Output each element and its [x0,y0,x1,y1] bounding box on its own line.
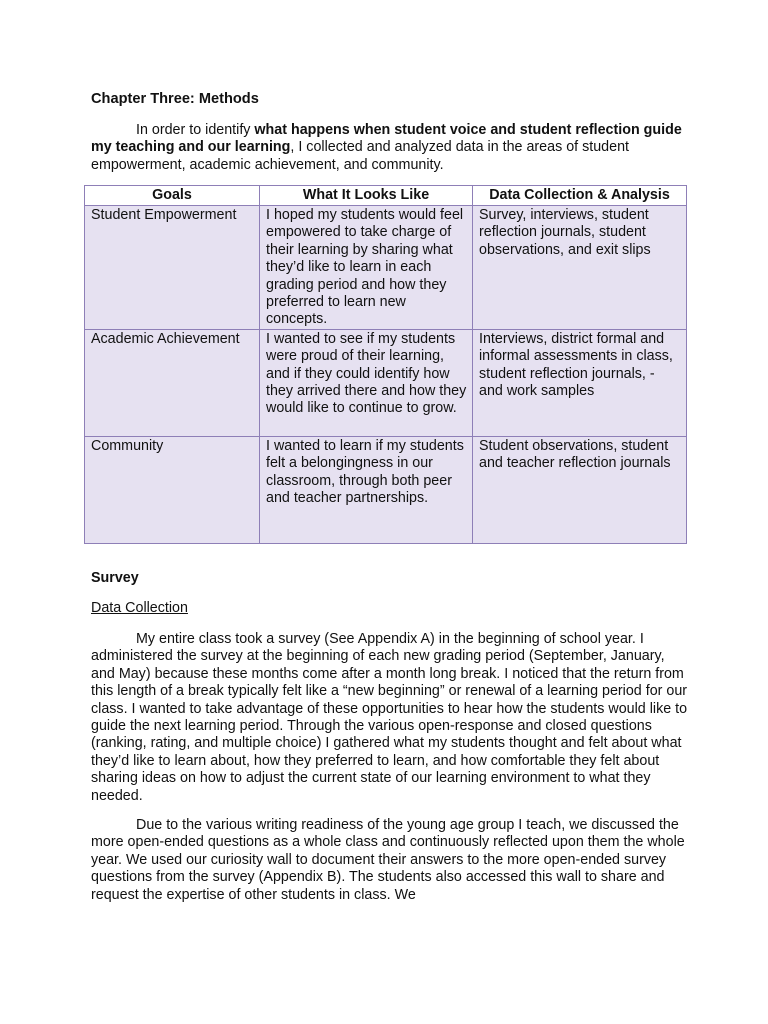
body-paragraph [91,817,691,904]
data-collection-subheading: Data Collection [91,600,188,616]
intro-research-question: what happens when student voice and student reflection guide my teaching and our learning [91,122,682,156]
intro-lead: In order to identify [136,122,255,138]
intro-paragraph [91,122,691,174]
table-header-row [85,186,687,206]
goal-cell: Academic Achievement [85,329,260,436]
header-what-it-looks-like: What It Looks Like [260,186,473,206]
looks-like-cell: I wanted to see if my students were proud of their learning, and if they could identify how they arrived there and how they would like to continue to grow. [260,329,473,436]
data-cell: Student observations, student and teacher reflection journals [473,436,687,543]
goals-table [84,185,687,544]
header-data-collection: Data Collection & Analysis [473,186,687,206]
header-goals: Goals [85,186,260,206]
looks-like-cell: I hoped my students would feel empowered to take charge of their learning by sharing what they’d like to learn in each grading period and how they preferred to learn new concepts. [260,206,473,330]
data-cell: Survey, interviews, student reflection journals, student observations, and exit slips [473,206,687,330]
paragraph-text: My entire class took a survey (See Appendix A) in the beginning of school year. I administered the survey at the beginning of each new grading period (September, January, and May) because these months come after a month long break. I noticed that the return from this length of a break typically felt like a “new beginning” or renewal of a learning period for our class. I wanted to take advantage of these opportunities to hear how the students would like to guide the next learning period. Through the various open-response and closed questions (ranking, rating, and multiple choice) I gathered what my students thought and felt about what they’d like to learn about, how they preferred to learn, and how comfortable they felt about sharing ideas on how to adjust the current state of our learning environment to what they needed. [91,631,688,804]
intro-rest: , I collected and analyzed data in the areas of student empowerment, academic achievement, and community. [91,139,629,173]
paragraph-text: Due to the various writing readiness of the young age group I teach, we discussed the more open-ended questions as a whole class and continuously reflected upon them the whole year. We used our curiosity wall to document their answers to the more open-ended survey questions from the survey (Appendix B). The students also accessed this wall to share and request the expertise of other students in class. We [91,817,685,903]
table-row [85,206,687,330]
chapter-title: Chapter Three: Methods [91,91,259,107]
table-row [85,329,687,436]
goal-cell: Community [85,436,260,543]
data-cell: Interviews, district formal and informal assessments in class, student reflection journals, - and work samples [473,329,687,436]
goal-cell: Student Empowerment [85,206,260,330]
looks-like-cell: I wanted to learn if my students felt a belongingness in our classroom, through both peer and teacher partnerships. [260,436,473,543]
table-row [85,436,687,543]
body-paragraph [91,631,691,805]
survey-heading: Survey [91,570,139,586]
